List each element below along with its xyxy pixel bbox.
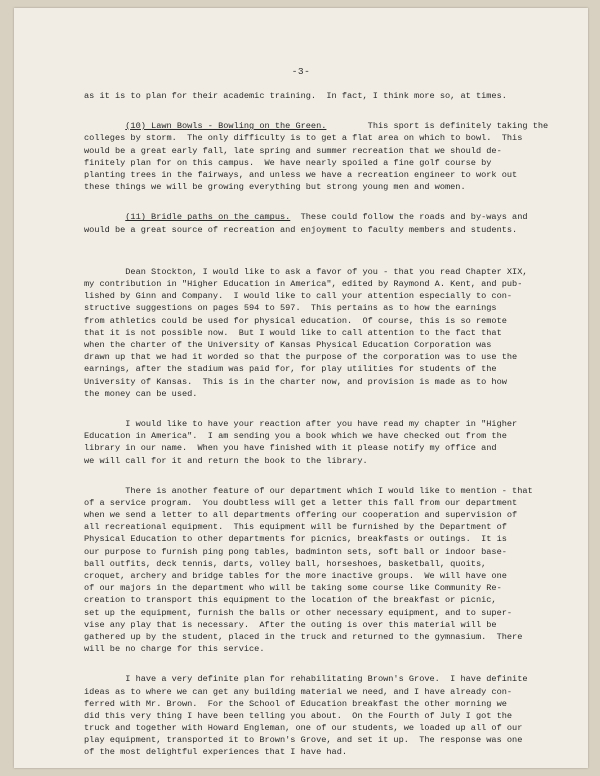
text-line: will be no charge for this service.	[84, 644, 265, 655]
text-line: vise any play that is necessary. After the outing is over this material will be	[84, 619, 497, 630]
page-number: -3-	[291, 66, 311, 77]
text-line: ferred with Mr. Brown. For the School of Education breakfast the other morning we	[84, 698, 507, 709]
text-line: ball outfits, deck tennis, darts, volley ball, horseshoes, basketball, quoits,	[84, 558, 487, 569]
text-line: drawn up that we had it worded so that the purpose of the corporation was to use the	[84, 352, 518, 363]
text-line: all recreational equipment. This equipment will be furnished by the Department of	[84, 522, 507, 533]
text-line: structive suggestions on pages 594 to 597. This pertains as to how the earnings	[84, 303, 497, 314]
paragraph-intro-continuation	[84, 90, 554, 102]
text-line: lished by Ginn and Company. I would like to call your attention especially to con-	[84, 291, 513, 302]
text-line: our purpose to furnish ping pong tables, badminton sets, soft ball or indoor base-	[84, 546, 507, 557]
text-line: I have a very definite plan for rehabilitating Brown's Grove. I have definite	[84, 674, 528, 685]
text-line: earnings, after the stadium was paid for, for play utilities for students of the	[84, 364, 497, 375]
text-line: planting trees in the fairways, and unless we have a recreation engineer to work out	[84, 169, 518, 180]
text-line: gathered up by the student, placed in the truck and returned to the gymnasium. There	[84, 631, 523, 642]
text-line: These could follow the roads and by-ways and	[290, 212, 528, 223]
paragraph-bridle-paths	[84, 211, 554, 235]
text-line: library in our name. When you have finished with it please notify my office and	[84, 443, 497, 454]
text-line: when the charter of the University of Kansas Physical Education Corporation was	[84, 340, 492, 350]
text-line: I would like to have your reaction after you have read my chapter in "Higher	[84, 418, 518, 429]
text-line: we will call for it and return the book to the library.	[84, 455, 368, 466]
document-page	[14, 8, 588, 768]
text-line: when we send a letter to all departments offering our cooperation and supervision of	[84, 510, 518, 521]
text-line: of our majors in the department who will be taking some course like Community Re-	[84, 583, 502, 594]
text-line: colleges by storm. The only difficulty is to get a flat area on which to bowl. This	[84, 133, 523, 144]
text-line: from athletics could be used for physical education. Of course, this is so remote	[84, 315, 507, 326]
text-line: these things we will be growing everything but strong young men and women.	[84, 182, 466, 193]
text-line: of a service program. You doubtless will get a letter this fall from our department	[84, 497, 518, 508]
text-line: as it is to plan for their academic training. In fact, I think more so, at times.	[84, 91, 507, 101]
item-heading-bridle-paths: (11) Bridle paths on the campus.	[125, 212, 291, 223]
paragraph-reaction	[84, 418, 554, 467]
text-line: of the most delightful experiences that I have had.	[84, 747, 348, 758]
text-line: would be a great source of recreation and enjoyment to faculty members and students.	[84, 224, 518, 235]
text-line: did this very thing I have been telling you about. On the Fourth of July I got the	[84, 710, 513, 721]
text-line: Dean Stockton, I would like to ask a favor of you - that you read Chapter XIX,	[84, 266, 528, 277]
text-line: croquet, archery and bridge tables for the more inactive groups. We will have one	[84, 571, 507, 581]
letter-body	[84, 90, 554, 759]
text-line: This sport is definitely taking the	[326, 121, 549, 132]
paragraph-browns-grove	[84, 673, 554, 758]
text-line: Physical Education to other departments for picnics, breakfasts or outings. It is	[84, 534, 507, 545]
text-line: creation to transport this equipment to the location of the breakfast or picnic,	[84, 595, 497, 606]
text-line: that it is not possible now. But I would like to call attention to the fact that	[84, 327, 502, 338]
text-line: finitely plan for on this campus. We have nearly spoiled a fine golf course by	[84, 157, 492, 168]
text-line: There is another feature of our department which I would like to mention - that	[84, 485, 533, 496]
text-line: set up the equipment, furnish the balls or other necessary equipment, and to super-	[84, 607, 513, 618]
text-line: would be a great early fall, late spring and summer recreation that we should de-	[84, 145, 502, 156]
text-line: ideas as to where we can get any building material we need, and I have already con-	[84, 686, 513, 697]
text-line: University of Kansas. This is in the charter now, and provision is made as to how	[84, 376, 507, 387]
paragraph-lawn-bowls	[84, 120, 554, 193]
text-line: my contribution in "Higher Education in America", edited by Raymond A. Kent, and pub-	[84, 279, 523, 290]
text-line: Education in America". I am sending you a book which we have checked out from the	[84, 431, 507, 442]
text-line: truck and together with Howard Engleman, one of our students, we loaded up all of our	[84, 723, 523, 734]
text-line: play equipment, transported it to Brown's Grove, and set it up. The response was one	[84, 735, 523, 746]
text-line: the money can be used.	[84, 388, 198, 399]
paragraph-service-program	[84, 485, 554, 656]
item-heading-lawn-bowls: (10) Lawn Bowls - Bowling on the Green.	[125, 121, 327, 132]
paragraph-chapter-request	[84, 266, 554, 400]
